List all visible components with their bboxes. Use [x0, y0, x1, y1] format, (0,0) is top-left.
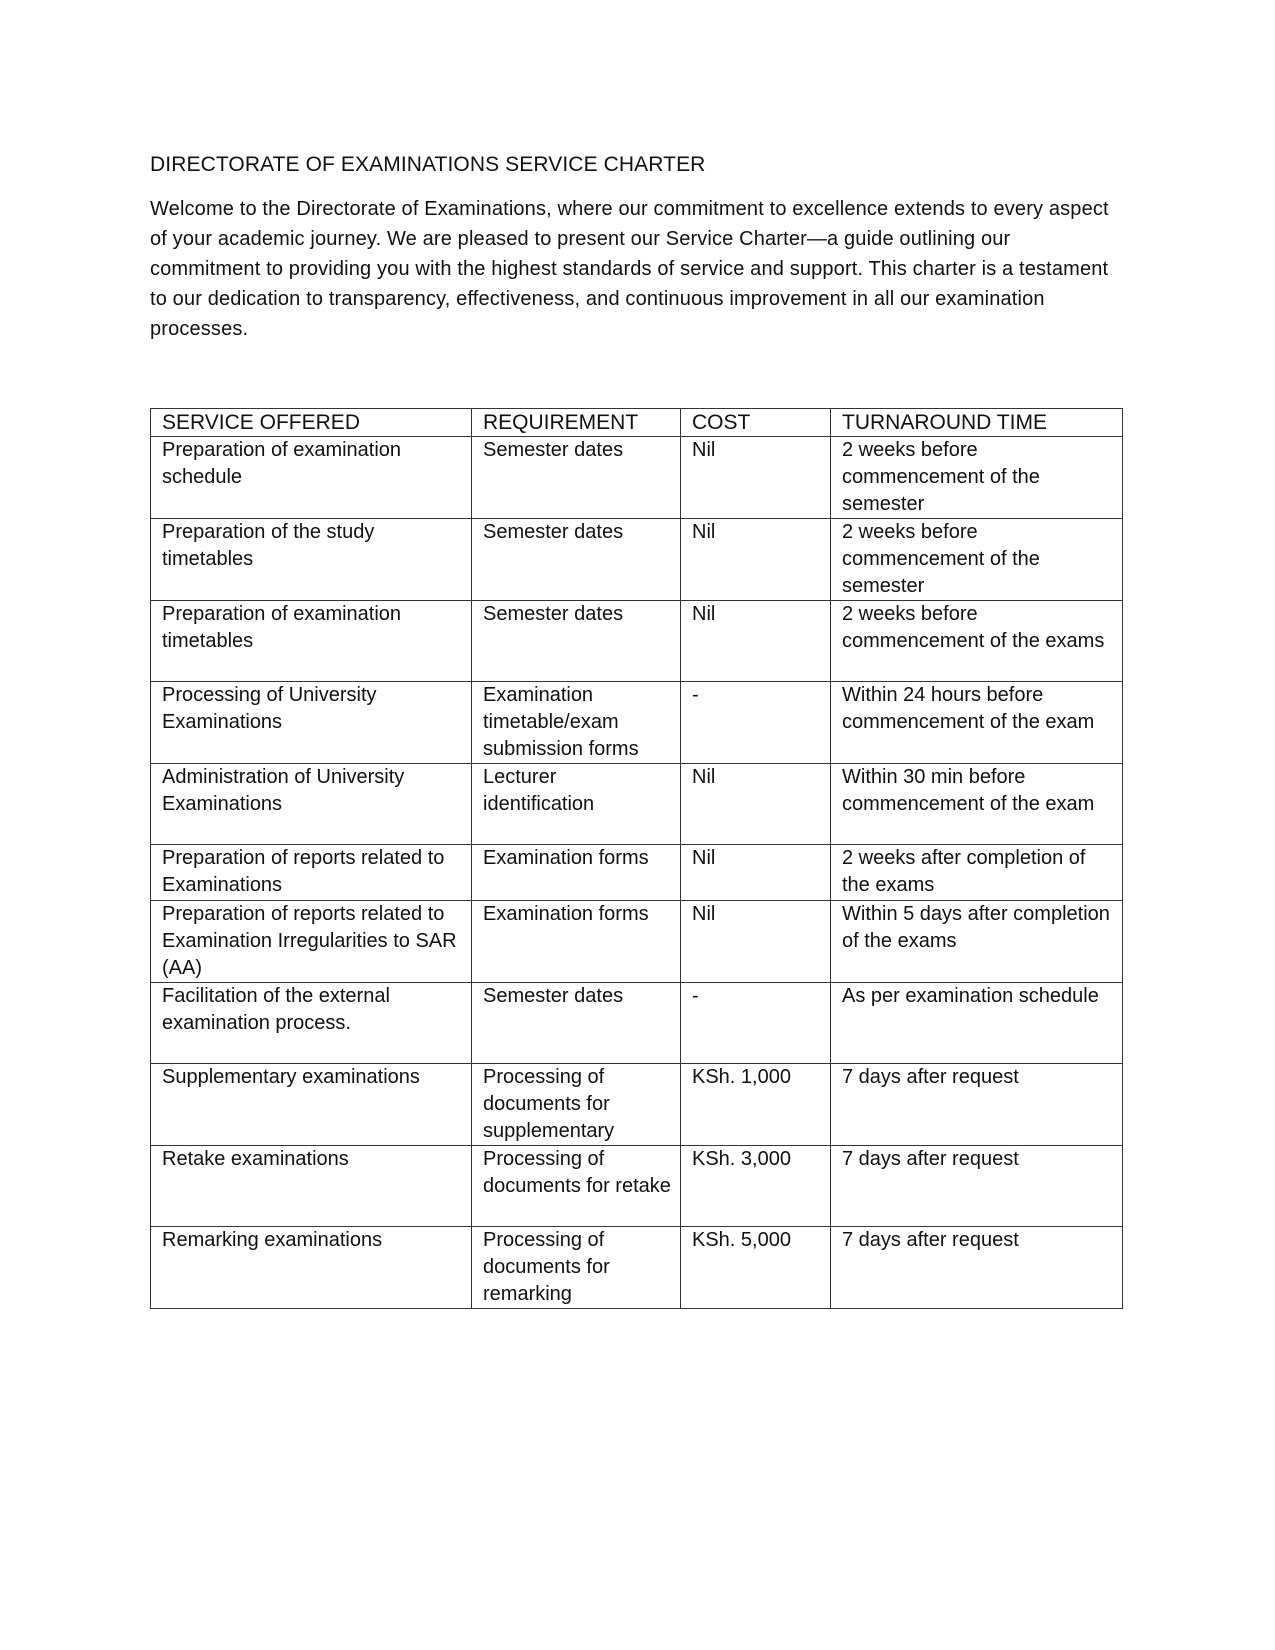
cell-turnaround: 2 weeks before commencement of the semester: [831, 437, 1123, 519]
table-row: [151, 764, 1123, 845]
cell-cost: Nil: [681, 601, 831, 682]
cell-requirement: Examination forms: [472, 845, 681, 901]
table-row: [151, 601, 1123, 682]
table-row: [151, 1146, 1123, 1227]
table-row: [151, 845, 1123, 901]
cell-cost: KSh. 1,000: [681, 1064, 831, 1146]
header-service-offered: SERVICE OFFERED: [151, 409, 472, 437]
cell-service: Retake examinations: [151, 1146, 472, 1227]
cell-requirement: Lecturer identification: [472, 764, 681, 845]
table-row: [151, 437, 1123, 519]
cell-service: Administration of University Examinations: [151, 764, 472, 845]
cell-turnaround: Within 30 min before commencement of the exam: [831, 764, 1123, 845]
cell-service: Remarking examinations: [151, 1227, 472, 1309]
cell-turnaround: 7 days after request: [831, 1227, 1123, 1309]
cell-requirement: Semester dates: [472, 519, 681, 601]
header-cost: COST: [681, 409, 831, 437]
cell-cost: Nil: [681, 901, 831, 983]
cell-cost: -: [681, 682, 831, 764]
cell-requirement: Semester dates: [472, 983, 681, 1064]
header-requirement: REQUIREMENT: [472, 409, 681, 437]
cell-cost: KSh. 3,000: [681, 1146, 831, 1227]
document-page: [150, 150, 1122, 1305]
cell-service: Facilitation of the external examination process.: [151, 983, 472, 1064]
table-row: [151, 1227, 1123, 1309]
cell-cost: KSh. 5,000: [681, 1227, 831, 1309]
cell-turnaround: 7 days after request: [831, 1064, 1123, 1146]
cell-requirement: Processing of documents for remarking: [472, 1227, 681, 1309]
cell-service: Preparation of the study timetables: [151, 519, 472, 601]
cell-turnaround: 7 days after request: [831, 1146, 1123, 1227]
service-charter-table: [150, 408, 1123, 1309]
cell-turnaround: Within 24 hours before commencement of the exam: [831, 682, 1123, 764]
cell-service: Preparation of examination timetables: [151, 601, 472, 682]
cell-cost: Nil: [681, 437, 831, 519]
table-row: [151, 1064, 1123, 1146]
cell-requirement: Semester dates: [472, 601, 681, 682]
cell-cost: -: [681, 983, 831, 1064]
cell-turnaround: Within 5 days after completion of the exams: [831, 901, 1123, 983]
cell-cost: Nil: [681, 519, 831, 601]
cell-turnaround: 2 weeks after completion of the exams: [831, 845, 1123, 901]
table-row: [151, 682, 1123, 764]
cell-cost: Nil: [681, 764, 831, 845]
cell-requirement: Semester dates: [472, 437, 681, 519]
cell-service: Processing of University Examinations: [151, 682, 472, 764]
intro-paragraph: Welcome to the Directorate of Examinations, where our commitment to excellence extends to every aspect of your academic journey. We are pleased to present our Service Charter—a guide outlining our commitment to providing you with the highest standards of service and support. This charter is a testament to our dedication to transparency, effectiveness, and continuous improvement in all our examination processes.: [150, 198, 1109, 340]
table-row: [151, 983, 1123, 1064]
cell-turnaround: As per examination schedule: [831, 983, 1123, 1064]
cell-turnaround: 2 weeks before commencement of the semester: [831, 519, 1123, 601]
table-row: [151, 519, 1123, 601]
table-header-row: [151, 409, 1123, 437]
cell-service: Preparation of examination schedule: [151, 437, 472, 519]
cell-requirement: Examination timetable/exam submission forms: [472, 682, 681, 764]
table-row: [151, 901, 1123, 983]
header-turnaround-time: TURNAROUND TIME: [831, 409, 1123, 437]
cell-service: Supplementary examinations: [151, 1064, 472, 1146]
cell-cost: Nil: [681, 845, 831, 901]
cell-turnaround: 2 weeks before commencement of the exams: [831, 601, 1123, 682]
cell-requirement: Examination forms: [472, 901, 681, 983]
cell-requirement: Processing of documents for retake: [472, 1146, 681, 1227]
cell-service: Preparation of reports related to Examinations: [151, 845, 472, 901]
cell-service: Preparation of reports related to Examination Irregularities to SAR (AA): [151, 901, 472, 983]
document-title: DIRECTORATE OF EXAMINATIONS SERVICE CHARTER: [150, 153, 706, 176]
cell-requirement: Processing of documents for supplementary: [472, 1064, 681, 1146]
